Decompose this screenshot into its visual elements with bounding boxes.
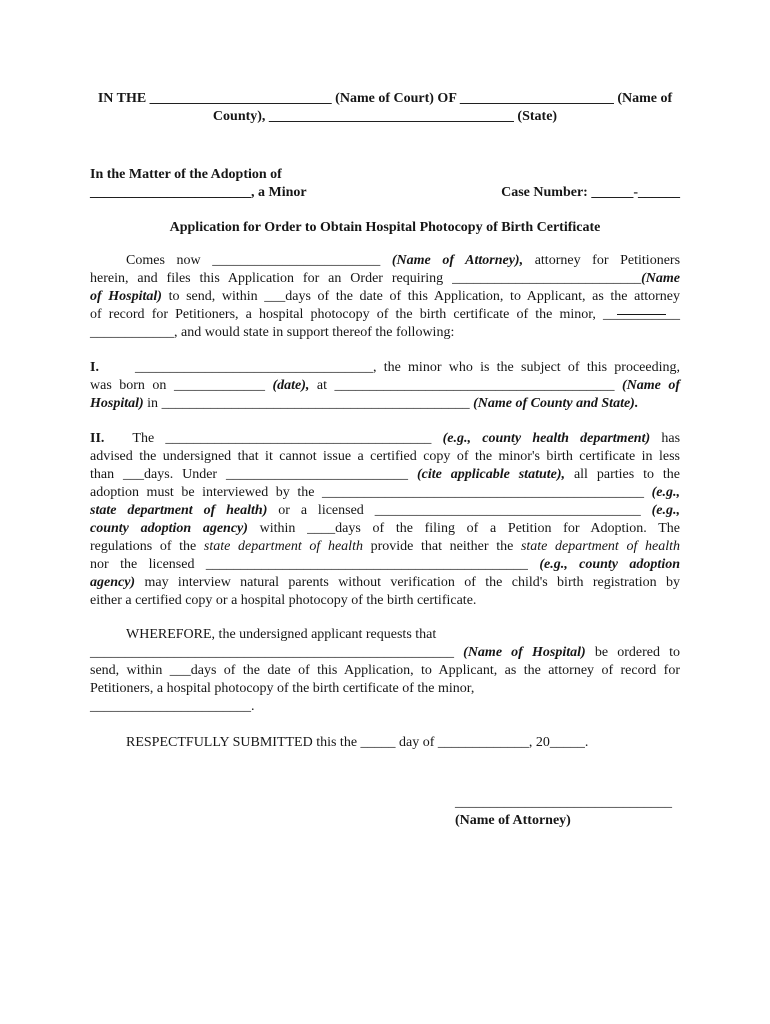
- text-segment: [380, 253, 392, 268]
- matter-row: [90, 184, 680, 202]
- blank-field: ____: [307, 521, 336, 536]
- blank-field: ________________________________________: [334, 378, 615, 393]
- text-segment: provide that neither the: [362, 539, 521, 554]
- text-segment: (Name of: [621, 378, 681, 393]
- text-segment: .: [251, 699, 255, 714]
- blank-field: ___: [123, 467, 145, 482]
- text-segment: (cite applicable statute),: [416, 467, 566, 482]
- blank-field: __________________________: [226, 467, 409, 482]
- text-segment: days. Under: [144, 467, 227, 482]
- attorney-name-label: (Name of Attorney): [455, 813, 571, 828]
- text-segment: Comes now: [126, 253, 213, 268]
- court-header-line2: County), ___________________________________ (State): [212, 109, 558, 124]
- blank-field: _____________: [173, 378, 265, 393]
- blank-field: ______________________________________________: [205, 557, 528, 572]
- text-line: [90, 626, 680, 644]
- tab-spacer: [90, 263, 126, 264]
- text-segment: to send, within: [161, 289, 265, 304]
- blank-field: __: [603, 307, 617, 322]
- text-segment: regulations of the: [90, 539, 204, 554]
- text-segment: I.: [90, 360, 99, 375]
- text-segment: all parties to the: [565, 467, 681, 482]
- case-caption: [90, 166, 680, 202]
- text-segment: , and would state in support thereof the following:: [174, 325, 455, 340]
- text-line: [90, 306, 680, 324]
- text-segment: be ordered to: [585, 645, 680, 660]
- text-segment: was born on: [90, 378, 174, 393]
- text-line: [90, 644, 680, 662]
- paragraph-wherefore: [90, 626, 680, 716]
- court-header: [90, 90, 680, 126]
- text-segment: county adoption agency): [90, 521, 248, 536]
- text-segment: days of the date of this Application, to Applicant, as the attorney: [285, 289, 680, 304]
- text-segment: [431, 431, 442, 446]
- text-line: [90, 324, 680, 342]
- blank-field: ______________________________________________: [322, 485, 645, 500]
- text-line: [90, 538, 680, 556]
- blank-field: __: [666, 307, 680, 322]
- tab-spacer: [90, 637, 126, 638]
- text-line: [90, 359, 680, 377]
- text-line: [90, 520, 680, 538]
- text-segment: has: [650, 431, 681, 446]
- text-segment: either a certified copy or a hospital photocopy of the birth certificate.: [90, 593, 477, 608]
- blank-field: ____________________________________________: [161, 396, 470, 411]
- text-line: [90, 556, 680, 574]
- text-segment: WHEREFORE, the undersigned applicant requests that: [126, 627, 437, 642]
- paragraph-comes-now: [90, 252, 680, 342]
- text-segment: state department of health: [203, 539, 363, 554]
- tab-spacer: [104, 441, 132, 442]
- text-segment: of Hospital): [90, 289, 162, 304]
- text-segment: [528, 557, 539, 572]
- text-line: [90, 377, 680, 395]
- text-segment: herein, and files this Application for an Order requiring: [90, 271, 453, 286]
- text-segment: The: [132, 431, 166, 446]
- text-segment: (Name of Hospital): [463, 645, 586, 660]
- signature-line: _______________________________: [455, 795, 672, 810]
- text-segment: [454, 645, 463, 660]
- text-line: [90, 288, 680, 306]
- text-segment: agency): [90, 575, 136, 590]
- text-line: [90, 574, 680, 592]
- text-segment: (Name: [641, 271, 680, 286]
- text-segment: within: [247, 521, 308, 536]
- text-segment: (e.g.,: [651, 503, 680, 518]
- text-segment: (date),: [272, 378, 310, 393]
- text-segment: in: [143, 396, 162, 411]
- blank-field: ____________: [90, 325, 174, 340]
- text-line: [90, 502, 680, 520]
- text-segment: (e.g., county health department): [442, 431, 651, 446]
- text-segment: (e.g.,: [651, 485, 681, 500]
- text-segment: nor the licensed: [90, 557, 206, 572]
- text-segment: , the minor who is the subject of this proceeding,: [372, 360, 680, 375]
- blank-field: _______________________: [90, 699, 251, 714]
- text-segment: state department of health: [520, 539, 680, 554]
- text-segment: adoption must be interviewed by the: [90, 485, 323, 500]
- blank-field: ______________________________________: [165, 431, 432, 446]
- text-line: [90, 270, 680, 288]
- text-segment: Hospital): [90, 396, 144, 411]
- text-line: [90, 680, 680, 698]
- text-segment: or a licensed: [267, 503, 375, 518]
- minor-name-blank: _______________________, a Minor: [90, 185, 307, 200]
- text-segment: [641, 503, 652, 518]
- respectfully-submitted-line: RESPECTFULLY SUBMITTED this the _____ day of _____________, 20_____.: [126, 735, 589, 750]
- case-number: Case Number: ______-______: [501, 185, 680, 200]
- blank-field: ____________________________________________________: [90, 645, 454, 660]
- text-segment: II.: [90, 431, 105, 446]
- text-line: [90, 698, 680, 716]
- document-title: Application for Order to Obtain Hospital Photocopy of Birth Certificate: [169, 220, 601, 235]
- blank-field: ___: [169, 663, 191, 678]
- text-line: [90, 466, 680, 484]
- text-segment: send, within: [90, 663, 170, 678]
- blank-field: ________________________: [212, 253, 381, 268]
- text-line: [90, 430, 680, 448]
- blank-field: _______: [617, 307, 666, 322]
- text-segment: may interview natural parents without verification of the child's birth registration by: [135, 575, 680, 590]
- text-line: [90, 592, 680, 610]
- text-segment: (e.g., county adoption: [539, 557, 680, 572]
- text-segment: [408, 467, 417, 482]
- text-segment: state department of health): [90, 503, 268, 518]
- text-segment: (Name of County and State).: [473, 396, 639, 411]
- text-segment: [614, 378, 622, 393]
- blank-field: ______________________________________: [374, 503, 641, 518]
- text-segment: than: [90, 467, 124, 482]
- text-line: [90, 448, 680, 466]
- text-line: [90, 395, 680, 413]
- text-line: [90, 662, 680, 680]
- text-line: [90, 252, 680, 270]
- tab-spacer: [99, 370, 135, 371]
- signature-block: [455, 794, 680, 830]
- text-segment: days of the filing of a Petition for Adoption. The: [335, 521, 680, 536]
- blank-field: ___________________________: [452, 271, 642, 286]
- court-header-line1: IN THE __________________________ (Name of Court) OF ______________________ (Name of: [97, 91, 673, 106]
- blank-field: ___: [264, 289, 286, 304]
- text-line: [90, 484, 680, 502]
- text-segment: days of the date of this Application, to Applicant, as the attorney of record for: [190, 663, 680, 678]
- text-segment: [644, 485, 652, 500]
- text-segment: at: [309, 378, 335, 393]
- text-segment: of record for Petitioners, a hospital photocopy of the birth certificate of the minor,: [90, 307, 603, 322]
- matter-title-line: In the Matter of the Adoption of: [90, 167, 282, 182]
- blank-field: __________________________________: [134, 360, 373, 375]
- paragraph-section-i: [90, 359, 680, 413]
- text-segment: advised the undersigned that it cannot issue a certified copy of the minor's birth certificate in less: [90, 449, 680, 464]
- text-segment: attorney for Petitioners: [523, 253, 681, 268]
- text-segment: Petitioners, a hospital photocopy of the birth certificate of the minor,: [90, 681, 475, 696]
- text-segment: (Name of Attorney),: [391, 253, 524, 268]
- paragraph-section-ii: [90, 430, 680, 610]
